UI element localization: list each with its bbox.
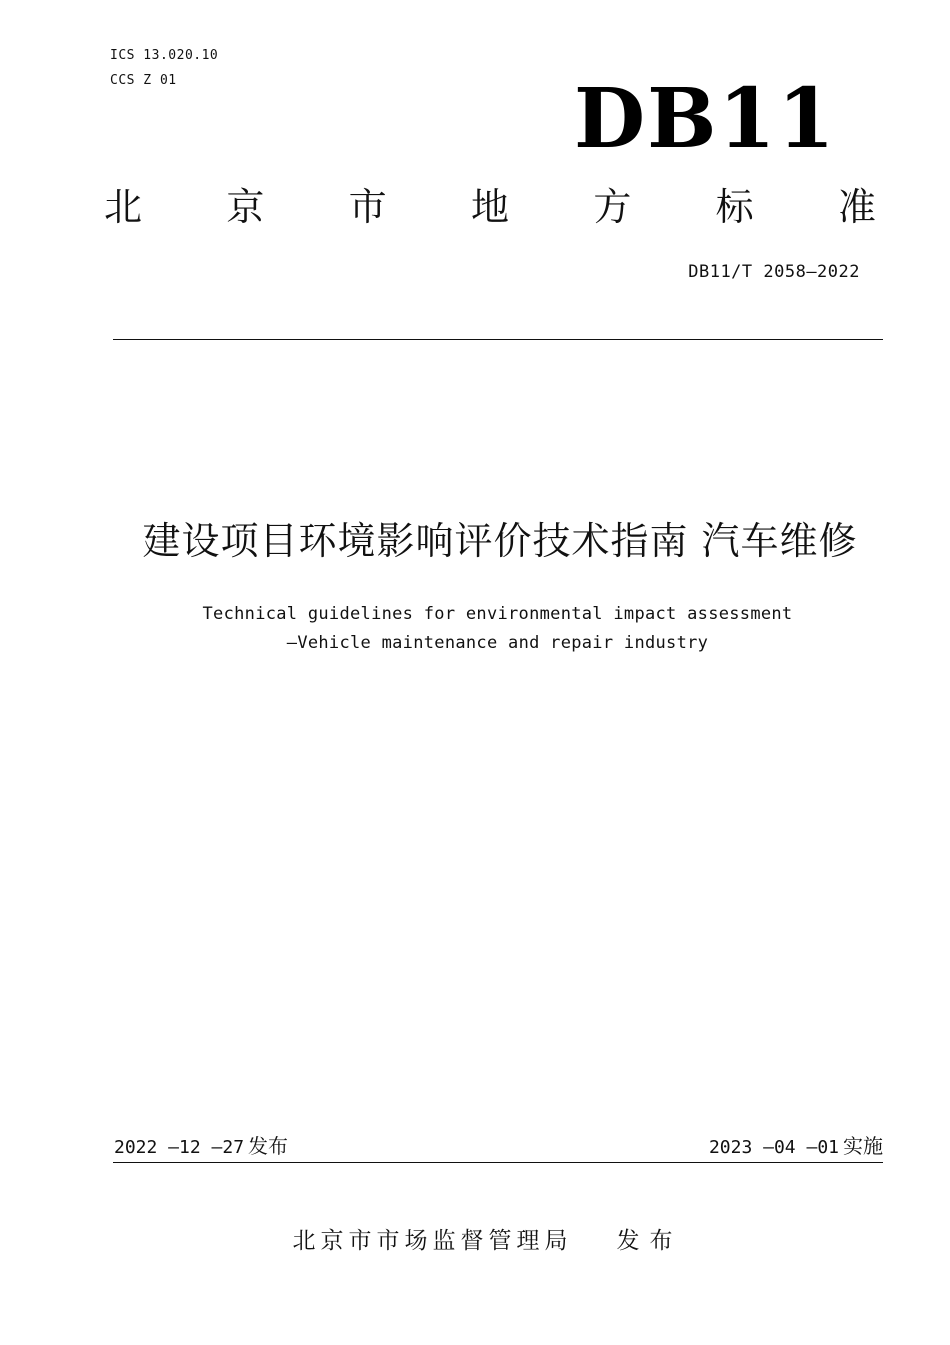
- standard-type-heading: [104, 184, 876, 230]
- db11-logo: DB11: [574, 71, 837, 167]
- document-title-en-line2: —Vehicle maintenance and repair industry: [286, 633, 709, 653]
- publisher-verb: 发布: [616, 1228, 683, 1254]
- standard-type-char: 北: [104, 185, 143, 229]
- implement-date: 2023 —04 —01: [708, 1137, 839, 1158]
- standard-type-char: 京: [226, 185, 265, 229]
- issue-label: 发布: [248, 1134, 289, 1158]
- standard-type-char: 市: [348, 185, 387, 229]
- issue-date: 2022 —12 —27: [114, 1137, 245, 1158]
- ccs-code: CCS Z 01: [110, 73, 177, 88]
- standard-type-char: 标: [715, 185, 754, 229]
- standard-type-char: 地: [470, 185, 509, 229]
- implement-date-block: [709, 1133, 883, 1161]
- document-title-cn: 建设项目环境影响评价技术指南 汽车维修: [142, 519, 858, 563]
- issue-date-block: [114, 1133, 288, 1161]
- publisher-name: 北京市市场监督管理局: [292, 1228, 573, 1254]
- standard-type-char: 方: [593, 185, 632, 229]
- bottom-divider: [113, 1162, 883, 1163]
- ics-code: ICS 13.020.10: [110, 48, 219, 63]
- publisher-line: [0, 1226, 950, 1256]
- standard-number: DB11/T 2058—2022: [688, 262, 860, 282]
- standard-type-char: 准: [837, 185, 876, 229]
- implement-label: 实施: [843, 1134, 883, 1158]
- document-title-en-line1: Technical guidelines for environmental impact assessment: [202, 604, 793, 624]
- top-divider: [113, 339, 883, 340]
